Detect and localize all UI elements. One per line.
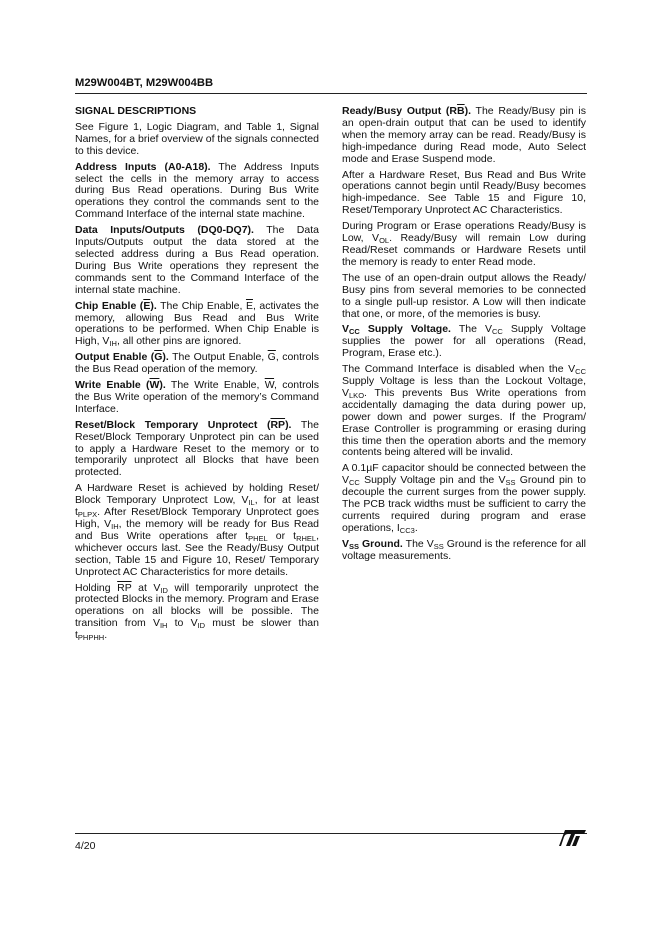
- command-interface-paragraph: The Command Interface is disabled when the $V_{CC}$ Supply Voltage is less than the Lockout Voltage, $V_{LKO}$. This prevents Bus Write operations from accidentally damaging the data during power up, power down and power surges. If the Program/ Erase Controller is programming or erasing during this time then the operation aborts and the memory contents being altered will be invalid.: [342, 363, 586, 459]
- section-heading: SIGNAL DESCRIPTIONS: [75, 105, 197, 117]
- chip-enable-paragraph: Chip Enable $(\overline{E})$. The Chip Enable, $\overline{E}$, activates the memory, allowing Bus Read and Bus Write operations to be performed. When Chip Enable is High, $V_{IH}$, all other pins are ignored.: [75, 299, 319, 349]
- ready-busy-symbol: $\overline{B}$: [457, 105, 465, 117]
- left-column: [75, 106, 319, 646]
- footer-rule: [75, 833, 587, 834]
- address-inputs-title: Address Inputs (A0-A18).: [75, 160, 211, 173]
- right-column: [342, 106, 586, 567]
- data-io-text: The Data Inputs/Outputs output the data stored at the selected address during a Bus Read operation. During Bus Write operations they represent the commands sent to the Command Interface of the internal state machine.: [75, 224, 319, 296]
- page-number: 4/20: [75, 840, 96, 852]
- hardware-reset-paragraph: A Hardware Reset is achieved by holding Reset/ Block Temporary Unprotect Low, $V_{IL}$, for at least $t_{PLPX}$. After Reset/Block Temporary Unprotect goes High, $V_{IH}$, the memory will be ready for Bus Read and Bus Write operations after $t_{PHEL}$ or $t_{RHEL}$, whichever occurs last. See the Ready/Busy Output section, Table 15 and Figure 10, Reset/ Temporary Unprotect AC Characteristics for more details.: [75, 482, 320, 578]
- chip-enable-title: Chip Enable $(\overline{E})$.: [75, 299, 157, 312]
- after-reset-paragraph: After a Hardware Reset, Bus Read and Bus Write operations cannot begin until Ready/Busy becomes high-impedance. See Table 15 and Figure 10, Reset/Temporary Unprotect AC Characteristics.: [342, 168, 586, 217]
- vss-paragraph: $V_{SS}$ Ground. The $V_{SS}$ Ground is the reference for all voltage measurements.: [342, 537, 587, 562]
- write-enable-symbol: $\overline{W}$: [149, 379, 160, 392]
- page-header-title: M29W004BT, M29W004BB: [75, 77, 214, 89]
- output-enable-symbol: $\overline{G}$: [154, 351, 163, 364]
- reset-symbol: $\overline{RP}$: [270, 418, 286, 431]
- ready-busy-title: Ready/Busy Output $(R\overline{B})$.: [342, 105, 472, 117]
- reset-title: Reset/Block Temporary Unprotect $(\overline{RP})$.: [75, 418, 292, 431]
- reset-paragraph: Reset/Block Temporary Unprotect $(\overline{RP})$. The Reset/Block Temporary Unprotect pin can be used to apply a Hardware Reset to the memory or to temporarily unprotect all Blocks that have been protected.: [75, 418, 319, 479]
- intro-paragraph: See Figure 1, Logic Diagram, and Table 1, Signal Names, for a brief overview of the signals connected to this device.: [75, 120, 319, 157]
- header-rule: [75, 93, 587, 94]
- open-drain-paragraph: The use of an open-drain output allows the Ready/ Busy pins from several memories to be connected to a single pull-up resistor. A Low will then indicate that one, or more, of the memories is busy.: [342, 271, 586, 320]
- vss-title: $V_{SS}$ Ground.: [342, 537, 403, 551]
- write-enable-paragraph: Write Enable $(\overline{W})$. The Write Enable, $\overline{W}$, controls the Bus Write operation of the memory’s Command Interface.: [75, 379, 319, 415]
- ready-busy-paragraph: Ready/Busy Output $(R\overline{B})$. The Ready/Busy pin is an open-drain output that can be used to identify when the memory array can be read. Ready/Busy is high-impedance during Read mode, Auto Select mode and Erase Suspend mode.: [342, 105, 586, 165]
- data-io-title: Data Inputs/Outputs (DQ0-DQ7).: [75, 224, 254, 237]
- st-logo-icon: [556, 827, 588, 847]
- during-program-paragraph: During Program or Erase operations Ready/Busy is Low, $V_{OL}$. Ready/Busy will remain Low during Read/Reset commands or Hardware Resets until the memory is ready to enter Read mode.: [342, 220, 586, 268]
- data-io-paragraph: [75, 225, 319, 296]
- vcc-title: $V_{CC}$ Supply Voltage.: [342, 323, 451, 337]
- holding-rp-paragraph: Holding $\overline{RP}$ at $V_{ID}$ will temporarily unprotect the protected Blocks in the memory. Program and Erase operations on all blocks will be possible. The transition from $V_{IH}$ to $V_{ID}$ must be slower than $t_{PHPHH}$.: [75, 581, 319, 643]
- output-enable-title: Output Enable $(\overline{G})$.: [75, 351, 169, 364]
- address-inputs-paragraph: [75, 162, 319, 222]
- output-enable-paragraph: Output Enable $(\overline{G})$. The Output Enable, $\overline{G}$, controls the Bus Read operation of the memory.: [75, 351, 319, 376]
- address-inputs-text: The Address Inputs select the cells in the memory array to access during Bus Read operations. During Bus Write operations they control the commands sent to the Command Interface of the internal state machine.: [75, 160, 320, 221]
- chip-enable-symbol: $\overline{E}$: [143, 299, 151, 312]
- capacitor-paragraph: A 0.1µF capacitor should be connected between the $V_{CC}$ Supply Voltage pin and the $V_{SS}$ Ground pin to decouple the current surges from the power supply. The PCB track widths must be sufficient to carry the currents required during program and erase operations, $I_{CC3}$.: [342, 462, 586, 535]
- write-enable-title: Write Enable $(\overline{W})$.: [75, 379, 166, 392]
- vcc-paragraph: $V_{CC}$ Supply Voltage. The $V_{CC}$ Supply Voltage supplies the power for all operations (Read, Program, Erase etc.).: [342, 323, 586, 360]
